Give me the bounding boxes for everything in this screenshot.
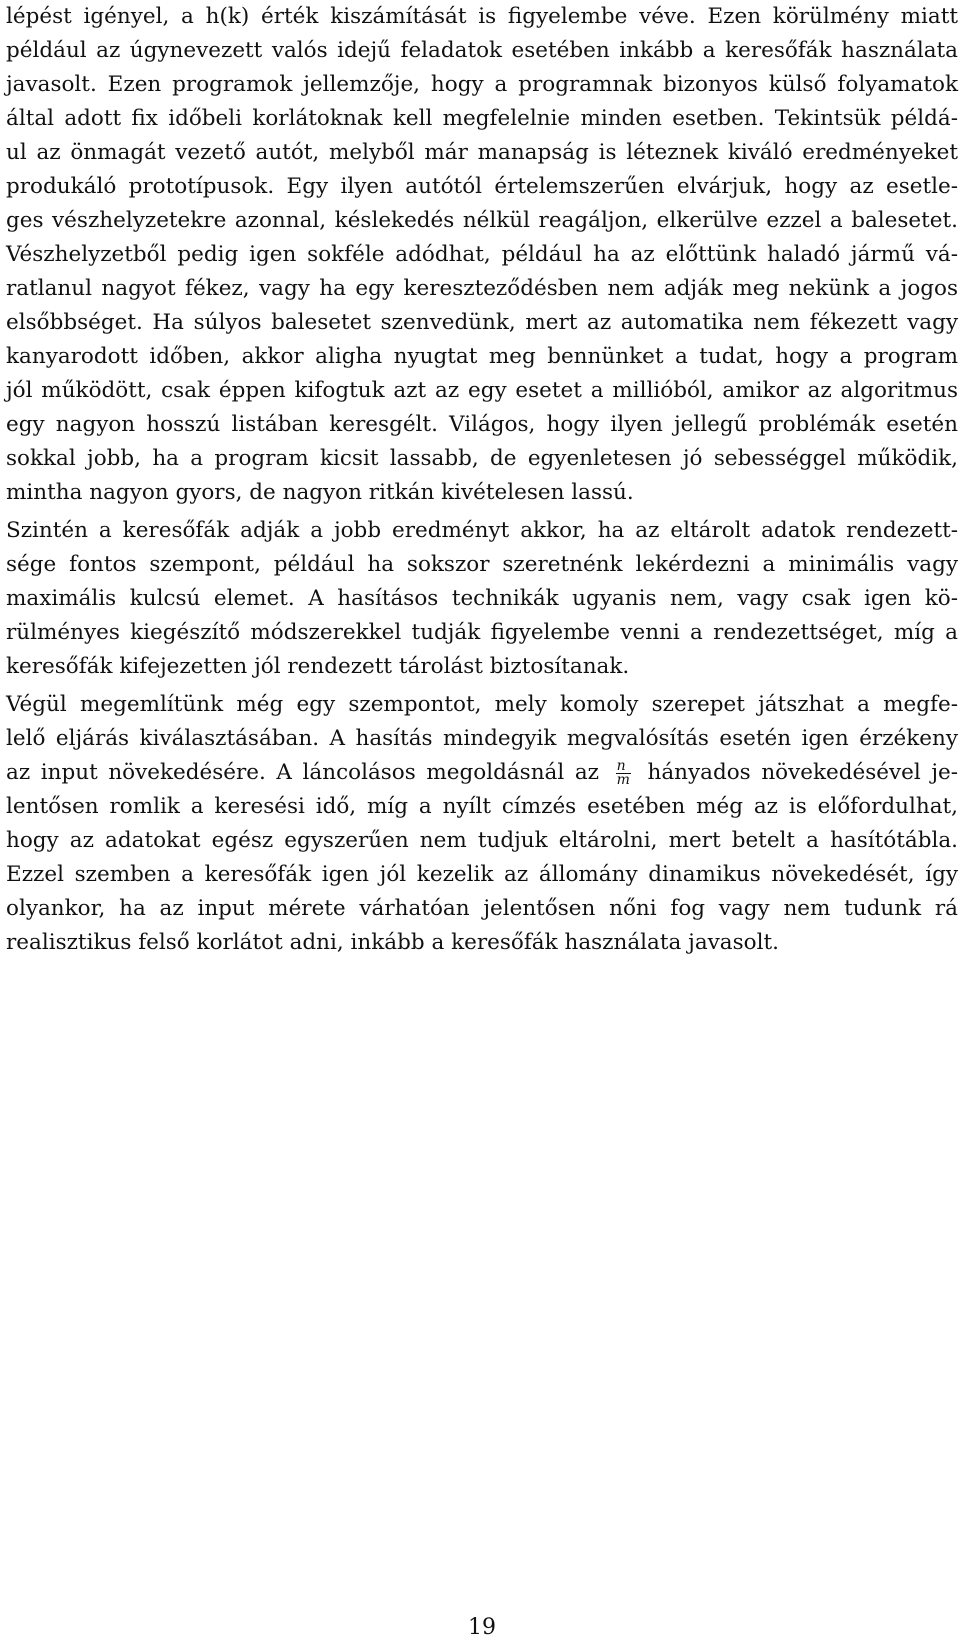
text-line: egy nagyon hosszú listában keresgélt. Világos, hogy ilyen jellegű problémák esetén [6, 412, 958, 437]
text-line: olyankor, ha az input mérete várhatóan jelentősen nőni fog vagy nem tudunk rá [6, 896, 958, 921]
text-line: lelő eljárás kiválasztásában. A hasítás mindegyik megvalósítás esetén igen érzékeny [6, 726, 958, 751]
document-page [6, 0, 958, 1643]
text-line: rülményes kiegészítő módszerekkel tudják figyelembe venni a rendezettséget, míg a [6, 620, 958, 645]
text-line: által adott fix időbeli korlátoknak kell megfelelnie minden esetben. Tekintsük példá- [6, 106, 958, 131]
text-line: Végül megemlítünk még egy szempontot, mely komoly szerepet játszhat a megfe- [6, 692, 958, 717]
text-segment: az input növekedésére. A láncolásos megoldásnál az [6, 760, 599, 785]
text-line: ul az önmagát vezető autót, melyből már manapság is léteznek kiváló eredményeket [6, 140, 958, 165]
text-segment: hányados növekedésével je- [647, 760, 958, 785]
fraction-denominator: m [616, 771, 630, 788]
paragraph [6, 0, 958, 510]
text-line: hogy az adatokat egész egyszerűen nem tudjuk eltárolni, mert betelt a hasítótábla. [6, 828, 958, 853]
text-line: elsőbbséget. Ha súlyos balesetet szenvedünk, mert az automatika nem fékezett vagy [6, 310, 958, 335]
text-line: javasolt. Ezen programok jellemzője, hogy a programnak bizonyos külső folyamatok [6, 72, 958, 97]
text-line: Szintén a keresőfák adják a jobb eredményt akkor, ha az eltárolt adatok rendezett- [6, 518, 958, 543]
text-line: ratlanul nagyot fékez, vagy ha egy kereszteződésben nem adják meg nekünk a jogos [6, 276, 958, 301]
text-line: keresőfák kifejezetten jól rendezett tárolást biztosítanak. [6, 654, 630, 679]
fraction [616, 757, 631, 788]
page-number: 19 [468, 1615, 496, 1640]
paragraph [6, 514, 958, 684]
text-line: produkáló prototípusok. Egy ilyen autótól értelemszerűen elvárjuk, hogy az esetle- [6, 174, 958, 199]
text-line: jól működött, csak éppen kifogtuk azt az egy esetet a millióból, amikor az algoritmus [6, 378, 958, 403]
text-line: például az úgynevezett valós idejű feladatok esetében inkább a keresőfák használata [6, 38, 958, 63]
text-line: lépést igényel, a h(k) érték kiszámítását is figyelembe véve. Ezen körülmény miatt [6, 4, 958, 29]
paragraph [6, 688, 958, 960]
text-line-with-fraction [6, 756, 958, 790]
text-line: sége fontos szempont, például ha sokszor szeretnénk lekérdezni a minimális vagy [6, 552, 958, 577]
text-line: lentősen romlik a keresési idő, míg a nyílt címzés esetében még az is előfordulhat, [6, 794, 958, 819]
text-line: sokkal jobb, ha a program kicsit lassabb, de egyenletesen jó sebességgel működik, [6, 446, 958, 471]
body-text [6, 0, 958, 960]
text-line: maximális kulcsú elemet. A hasításos technikák ugyanis nem, vagy csak igen kö- [6, 586, 958, 611]
text-line: Ezzel szemben a keresőfák igen jól kezelik az állomány dinamikus növekedését, így [6, 862, 958, 887]
fraction-numerator: n [616, 760, 631, 774]
text-line: realisztikus felső korlátot adni, inkább a keresőfák használata javasolt. [6, 930, 779, 955]
text-line: mintha nagyon gyors, de nagyon ritkán kivételesen lassú. [6, 480, 634, 505]
text-line: ges vészhelyzetekre azonnal, késlekedés nélkül reagáljon, elkerülve ezzel a balesetet. [6, 208, 958, 233]
text-line: kanyarodott időben, akkor aligha nyugtat meg bennünket a tudat, hogy a program [6, 344, 958, 369]
text-line: Vészhelyzetből pedig igen sokféle adódhat, például ha az előttünk haladó jármű vá- [6, 242, 958, 267]
